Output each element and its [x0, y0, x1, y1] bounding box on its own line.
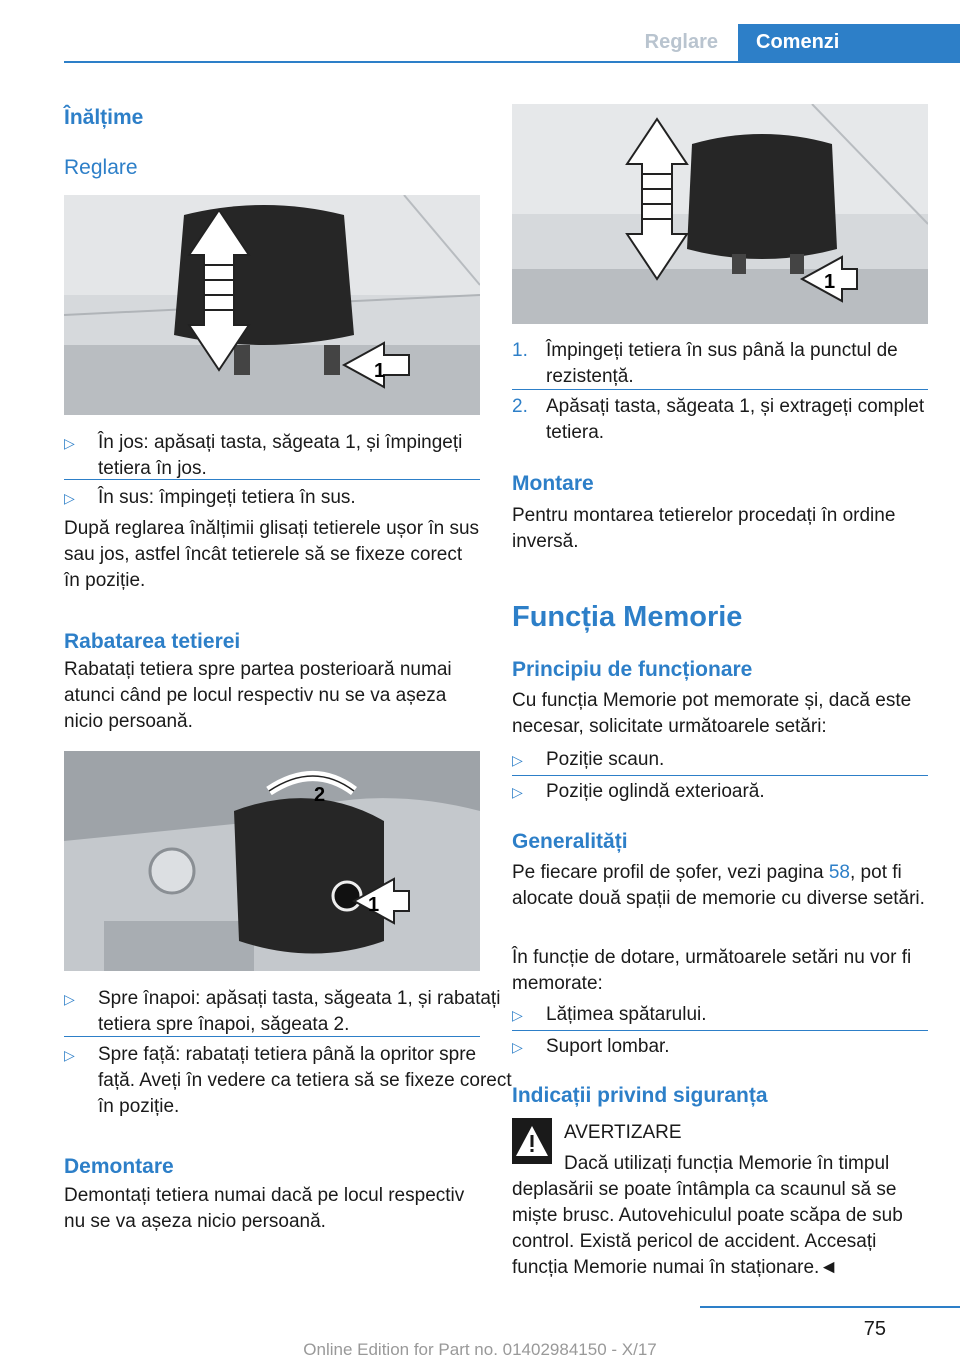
heading-memory: Funcția Memorie — [512, 601, 743, 633]
step-2-text: Apăsați tasta, săgeata 1, și extrageți complet tetiera. — [546, 396, 925, 443]
paragraph-mount: Pentru montarea tetierelor procedați în ordine inversă. — [512, 505, 896, 552]
heading-remove: Demontare — [64, 1155, 174, 1178]
step-1-number: 1. — [512, 340, 528, 361]
step-1-text: Împingeți tetiera în sus până la punctul de rezistență. — [546, 340, 898, 387]
bullet-triangle-icon: ▷ — [512, 784, 523, 800]
paragraph-general-2: În funcție de dotare, următoarele setări nu vor fi memorate: — [512, 947, 912, 994]
heading-fold: Rabatarea tetierei — [64, 630, 241, 653]
bullet-backward — [64, 986, 514, 1038]
footer-rule — [700, 1306, 960, 1308]
header-tab-reglare: Reglare — [644, 31, 718, 53]
warning-title: AVERTIZARE — [564, 1122, 682, 1143]
bullet-backward-text: Spre înapoi: apăsați tasta, săgeata 1, și rabatați tetiera spre înapoi, săgeata 2. — [98, 988, 501, 1035]
bullet-seat-text: Poziție scaun. — [546, 749, 665, 770]
paragraph-principle: Cu funcția Memorie pot memorate și, dacă este necesar, solicitate următoarele setări: — [512, 690, 912, 737]
image-label-1c: 1 — [824, 271, 836, 293]
paragraph-fold: Rabatați tetiera spre partea posterioară numai atunci când pe locul respectiv nu se va așeza nicio persoană. — [64, 659, 452, 732]
header-tab-comenzi: Comenzi — [738, 24, 960, 61]
bullet-triangle-icon: ▷ — [512, 1007, 523, 1023]
headrest-fold-image — [64, 751, 480, 971]
warning-text: Dacă utilizați funcția Memorie în timpul deplasării se poate întâmpla ca scaunul să se miște brusc. Autovehiculul poate scăpa de sub control. Există pericol de accident. Accesați funcția Memorie numai în staționare.◄ — [512, 1153, 903, 1278]
bullet-width — [512, 1002, 960, 1028]
bullet-triangle-icon: ▷ — [512, 1039, 523, 1055]
page-link-58[interactable]: 58 — [828, 862, 850, 883]
bullet-triangle-icon: ▷ — [64, 490, 75, 506]
header-rule — [64, 61, 960, 63]
step-1 — [512, 338, 960, 390]
page-header — [0, 24, 960, 64]
heading-safety: Indicații privind siguranța — [512, 1084, 768, 1107]
image-label-2: 2 — [314, 784, 326, 806]
separator — [64, 1036, 480, 1037]
bullet-triangle-icon: ▷ — [64, 1047, 75, 1063]
bullet-width-text: Lățimea spătarului. — [546, 1004, 707, 1025]
page-number: 75 — [863, 1318, 886, 1340]
paragraph-after-adjust: După reglarea înălțimii glisați tetierele ușor în sus sau jos, astfel încât tetierele să se fixeze corect în poziție. — [64, 518, 480, 591]
bullet-lumbar-text: Suport lombar. — [546, 1036, 670, 1057]
bullet-lumbar — [512, 1034, 960, 1060]
footer-edition: Online Edition for Part no. 01402984150 - X/17 — [303, 1340, 657, 1359]
heading-general: Generalități — [512, 830, 628, 853]
step-2 — [512, 394, 960, 446]
subheading-adjust: Reglare — [64, 156, 138, 179]
separator — [512, 1030, 928, 1031]
bullet-mirror-text: Poziție oglindă exterioară. — [546, 781, 765, 802]
bullet-mirror — [512, 779, 960, 805]
separator — [64, 479, 480, 480]
heading-principle: Principiu de funcționare — [512, 658, 753, 681]
headrest-removal-image — [512, 104, 928, 324]
image-label-1b: 1 — [368, 894, 380, 916]
paragraph-general-end: , pot fi alocate două spații de memorie cu diverse setări. — [512, 862, 925, 909]
bullet-triangle-icon: ▷ — [64, 435, 75, 451]
paragraph-general — [512, 860, 928, 912]
image-label-1: 1 — [374, 360, 386, 382]
paragraph-general-start: Pe fiecare profil de șofer, vezi pagina — [512, 862, 829, 883]
bullet-triangle-icon: ▷ — [512, 752, 523, 768]
heading-height: Înălțime — [64, 106, 144, 129]
separator — [512, 775, 928, 776]
headrest-height-image — [64, 195, 480, 415]
bullet-up — [64, 485, 514, 511]
separator — [512, 389, 928, 390]
bullet-forward — [64, 1042, 514, 1120]
heading-mount: Montare — [512, 472, 594, 495]
bullet-down-text: În jos: apăsați tasta, săgeata 1, și împingeți tetiera în jos. — [98, 432, 463, 479]
bullet-down — [64, 430, 514, 482]
paragraph-remove: Demontați tetiera numai dacă pe locul respectiv nu se va așeza nicio persoană. — [64, 1185, 465, 1232]
bullet-seat — [512, 747, 960, 773]
bullet-up-text: În sus: împingeți tetiera în sus. — [98, 487, 356, 508]
step-2-number: 2. — [512, 396, 528, 417]
bullet-forward-text: Spre față: rabatați tetiera până la opritor spre față. Aveți în vedere ca tetiera să se fixeze corect în poziție. — [98, 1044, 512, 1117]
bullet-triangle-icon: ▷ — [64, 991, 75, 1007]
